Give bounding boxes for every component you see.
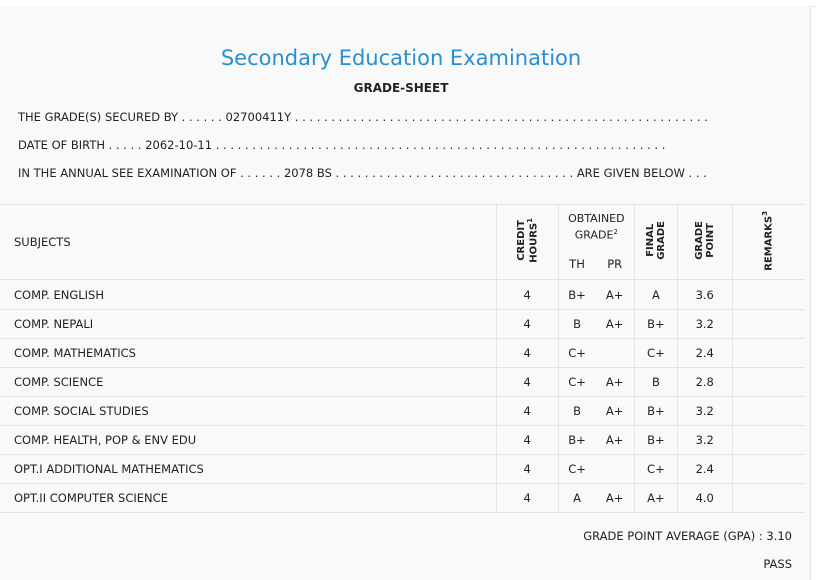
grade-point-header (677, 205, 732, 280)
table-row (0, 280, 804, 310)
pr-grade-cell (595, 455, 634, 484)
secured-by-label: THE GRADE(S) SECURED BY . . . . . . (18, 110, 222, 124)
table-row (0, 426, 804, 455)
grade-point-cell: 4.0 (677, 484, 732, 513)
remarks-cell (732, 455, 804, 484)
pr-grade-cell: A+ (595, 397, 634, 426)
symbol-number: 02700411Y (225, 110, 292, 124)
subject-cell: COMP. ENGLISH (0, 280, 496, 310)
final-grade-label: FINAL GRADE (644, 221, 667, 260)
obtained-grade-header (558, 205, 634, 250)
subject-cell: COMP. SOCIAL STUDIES (0, 397, 496, 426)
th-grade-cell: B (558, 310, 595, 339)
table-row (0, 310, 804, 339)
exam-line (18, 166, 707, 180)
th-grade-cell: B+ (558, 280, 595, 310)
final-grade-cell: B+ (635, 397, 678, 426)
header-row (0, 205, 804, 250)
final-grade-cell: B+ (635, 426, 678, 455)
pr-grade-cell: A+ (595, 310, 634, 339)
sheet-subtitle: GRADE-SHEET (353, 81, 449, 95)
subject-cell: COMP. HEALTH, POP & ENV EDU (0, 426, 496, 455)
final-grade-header (635, 205, 678, 280)
th-grade-cell: C+ (558, 339, 595, 368)
exam-year: 2078 BS (283, 166, 332, 180)
pr-grade-cell: A+ (595, 280, 634, 310)
remarks-label: REMARKS (763, 215, 775, 271)
final-grade-cell: C+ (635, 339, 678, 368)
table-row (0, 339, 804, 368)
dob-label: DATE OF BIRTH . . . . . (18, 138, 142, 152)
credit-cell: 4 (496, 280, 558, 310)
table-row (0, 368, 804, 397)
pr-grade-cell (595, 339, 634, 368)
credit-hours-label: CREDIT HOURS (515, 220, 539, 263)
credit-cell: 4 (496, 339, 558, 368)
th-grade-cell: C+ (558, 368, 595, 397)
credit-cell: 4 (496, 484, 558, 513)
final-grade-cell: C+ (635, 455, 678, 484)
grade-point-cell: 3.6 (677, 280, 732, 310)
credit-cell: 4 (496, 397, 558, 426)
th-grade-cell: B+ (558, 426, 595, 455)
grade-point-cell: 3.2 (677, 310, 732, 339)
credit-cell: 4 (496, 455, 558, 484)
credit-cell: 4 (496, 368, 558, 397)
table-row (0, 397, 804, 426)
pr-header: PR (607, 257, 623, 271)
exam-title: Secondary Education Examination (220, 46, 582, 70)
final-grade-cell: A+ (635, 484, 678, 513)
remarks-sup: 3 (761, 210, 770, 216)
grade-point-cell: 2.4 (677, 339, 732, 368)
remarks-header (732, 205, 804, 280)
remarks-cell (732, 368, 804, 397)
remarks-cell (732, 484, 804, 513)
final-grade-cell: A (635, 280, 678, 310)
final-grade-cell: B (635, 368, 678, 397)
th-grade-cell: C+ (558, 455, 595, 484)
secured-by-dots: . . . . . . . . . . . . . . . . . . . . . . . . . . . . . . . . . . . . . . . . . . . . . . . . . . . . . . . . . (294, 110, 708, 124)
dob-line (18, 138, 665, 152)
result-status: PASS (763, 557, 792, 571)
subject-cell: OPT.II COMPUTER SCIENCE (0, 484, 496, 513)
grade-point-cell: 2.4 (677, 455, 732, 484)
th-grade-cell: A (558, 484, 595, 513)
credit-cell: 4 (496, 310, 558, 339)
dob-dots: . . . . . . . . . . . . . . . . . . . . . . . . . . . . . . . . . . . . . . . . . . . . . . . . . . . . . . . . . . . . . . (215, 138, 666, 152)
remarks-cell (732, 339, 804, 368)
dob-value: 2062-10-11 (145, 138, 213, 152)
secured-by-line (18, 110, 708, 124)
remarks-cell (732, 426, 804, 455)
pr-grade-cell: A+ (595, 368, 634, 397)
obtained-label: OBTAINED (568, 211, 625, 225)
grade-point-cell: 3.2 (677, 426, 732, 455)
table-row (0, 484, 804, 513)
final-grade-cell: B+ (635, 310, 678, 339)
subject-cell: COMP. MATHEMATICS (0, 339, 496, 368)
subject-cell: OPT.I ADDITIONAL MATHEMATICS (0, 455, 496, 484)
credit-hours-sup: 1 (525, 218, 534, 223)
remarks-cell (732, 280, 804, 310)
subjects-header: SUBJECTS (0, 205, 496, 280)
credit-cell: 4 (496, 426, 558, 455)
remarks-cell (732, 397, 804, 426)
given-below: ARE GIVEN BELOW . . . (576, 166, 707, 180)
gpa-summary: GRADE POINT AVERAGE (GPA) : 3.10 (583, 529, 792, 543)
subject-cell: COMP. NEPALI (0, 310, 496, 339)
grade-point-cell: 2.8 (677, 368, 732, 397)
grade-point-label: GRADE POINT (693, 221, 716, 260)
pr-grade-cell: A+ (595, 426, 634, 455)
credit-hours-header (496, 205, 558, 280)
subject-cell: COMP. SCIENCE (0, 368, 496, 397)
grade-label: GRADE (574, 228, 614, 242)
grade-sheet (0, 6, 811, 580)
grade-point-cell: 3.2 (677, 397, 732, 426)
grades-table (0, 204, 804, 513)
pr-grade-cell: A+ (595, 484, 634, 513)
exam-dots: . . . . . . . . . . . . . . . . . . . . . . . . . . . . . . . . . (335, 166, 574, 180)
th-header: TH (558, 249, 595, 280)
table-row (0, 455, 804, 484)
grade-sup: 2 (613, 227, 618, 236)
exam-label: IN THE ANNUAL SEE EXAMINATION OF . . . . . . (18, 166, 281, 180)
remarks-cell (732, 310, 804, 339)
th-grade-cell: B (558, 397, 595, 426)
